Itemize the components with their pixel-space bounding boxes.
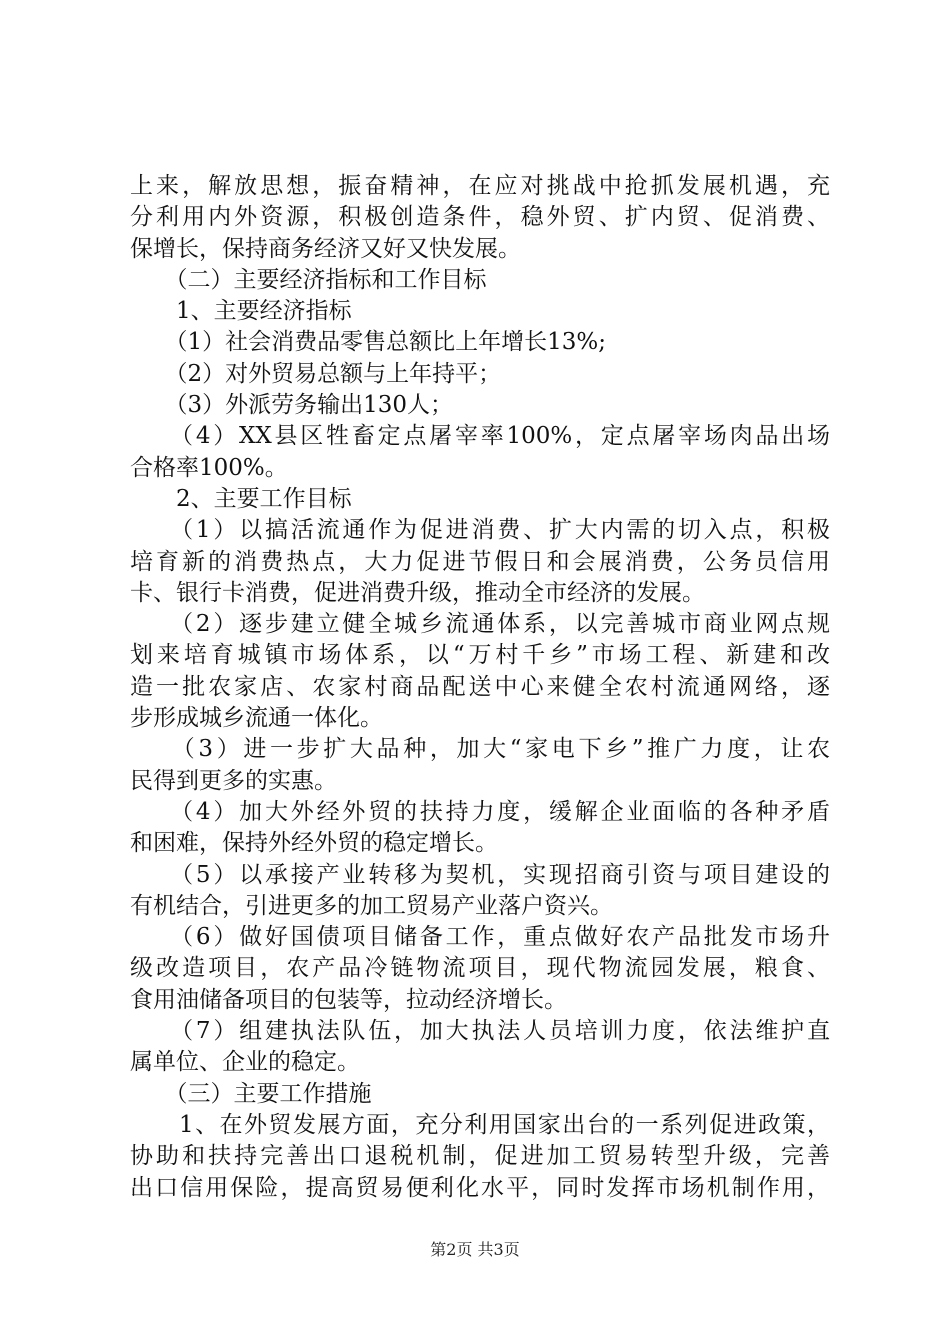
subsection-heading: 1、主要经济指标 bbox=[130, 298, 352, 325]
list-item: （5）以承接产业转移为契机，实现招商引资与项目建设的 bbox=[130, 861, 830, 888]
text-line: 保增长，保持商务经济又好又快发展。 bbox=[130, 235, 521, 262]
section-heading: （三）主要工作措施 bbox=[130, 1080, 372, 1107]
list-item: （7）组建执法队伍，加大执法人员培训力度，依法维护直 bbox=[130, 1018, 830, 1045]
text-line: 分利用内外资源，积极创造条件，稳外贸、扩内贸、促消费、 bbox=[130, 204, 830, 231]
text-line: 造一批农家店、农家村商品配送中心来健全农村流通网络，逐 bbox=[130, 673, 830, 700]
text-line: 出口信用保险，提高贸易便利化水平，同时发挥市场机制作用， bbox=[130, 1174, 830, 1201]
text-line: 步形成城乡流通一体化。 bbox=[130, 705, 383, 732]
text-line: 级改造项目，农产品冷链物流项目，现代物流园发展，粮食、 bbox=[130, 955, 830, 982]
text-line: 上来，解放思想，振奋精神，在应对挑战中抢抓发展机遇，充 bbox=[130, 173, 830, 199]
text-line: 划来培育城镇市场体系，以“万村千乡”市场工程、新建和改 bbox=[130, 642, 830, 669]
list-item: （1）以搞活流通作为促进消费、扩大内需的切入点，积极 bbox=[130, 517, 830, 544]
list-item: （3）外派劳务输出130人； bbox=[130, 392, 454, 419]
document-body bbox=[130, 171, 830, 1204]
list-item: （4）XX县区牲畜定点屠宰率100%，定点屠宰场肉品出场 bbox=[130, 423, 830, 450]
text-line: 食用油储备项目的包装等，拉动经济增长。 bbox=[130, 986, 567, 1013]
list-item: （2）逐步建立健全城乡流通体系，以完善城市商业网点规 bbox=[130, 611, 830, 638]
list-item: （6）做好国债项目储备工作，重点做好农产品批发市场升 bbox=[130, 924, 830, 951]
section-heading: （二）主要经济指标和工作目标 bbox=[130, 266, 487, 293]
text-line: 和困难，保持外经外贸的稳定增长。 bbox=[130, 830, 498, 857]
text-line: 民得到更多的实惠。 bbox=[130, 767, 337, 794]
text-line: 卡、银行卡消费，促进消费升级，推动全市经济的发展。 bbox=[130, 579, 705, 606]
text-line: 属单位、企业的稳定。 bbox=[130, 1049, 360, 1076]
subsection-heading: 2、主要工作目标 bbox=[130, 485, 352, 512]
list-item: （2）对外贸易总额与上年持平； bbox=[130, 360, 502, 387]
list-item: （4）加大外经外贸的扶持力度，缓解企业面临的各种矛盾 bbox=[130, 798, 830, 825]
list-item: （1）社会消费品零售总额比上年增长13%; bbox=[130, 329, 607, 356]
text-line: 合格率100%。 bbox=[130, 454, 288, 481]
list-item: 1、在外贸发展方面，充分利用国家出台的一系列促进政策， bbox=[130, 1111, 830, 1138]
text-line: 协助和扶持完善出口退税机制，促进加工贸易转型升级，完善 bbox=[130, 1143, 830, 1170]
text-line: 有机结合，引进更多的加工贸易产业落户资兴。 bbox=[130, 892, 613, 919]
text-line: 培育新的消费热点，大力促进节假日和会展消费，公务员信用 bbox=[130, 548, 830, 575]
list-item: （3）进一步扩大品种，加大“家电下乡”推广力度，让农 bbox=[130, 736, 830, 763]
page-number-footer: 第2页 共3页 bbox=[430, 1240, 520, 1259]
